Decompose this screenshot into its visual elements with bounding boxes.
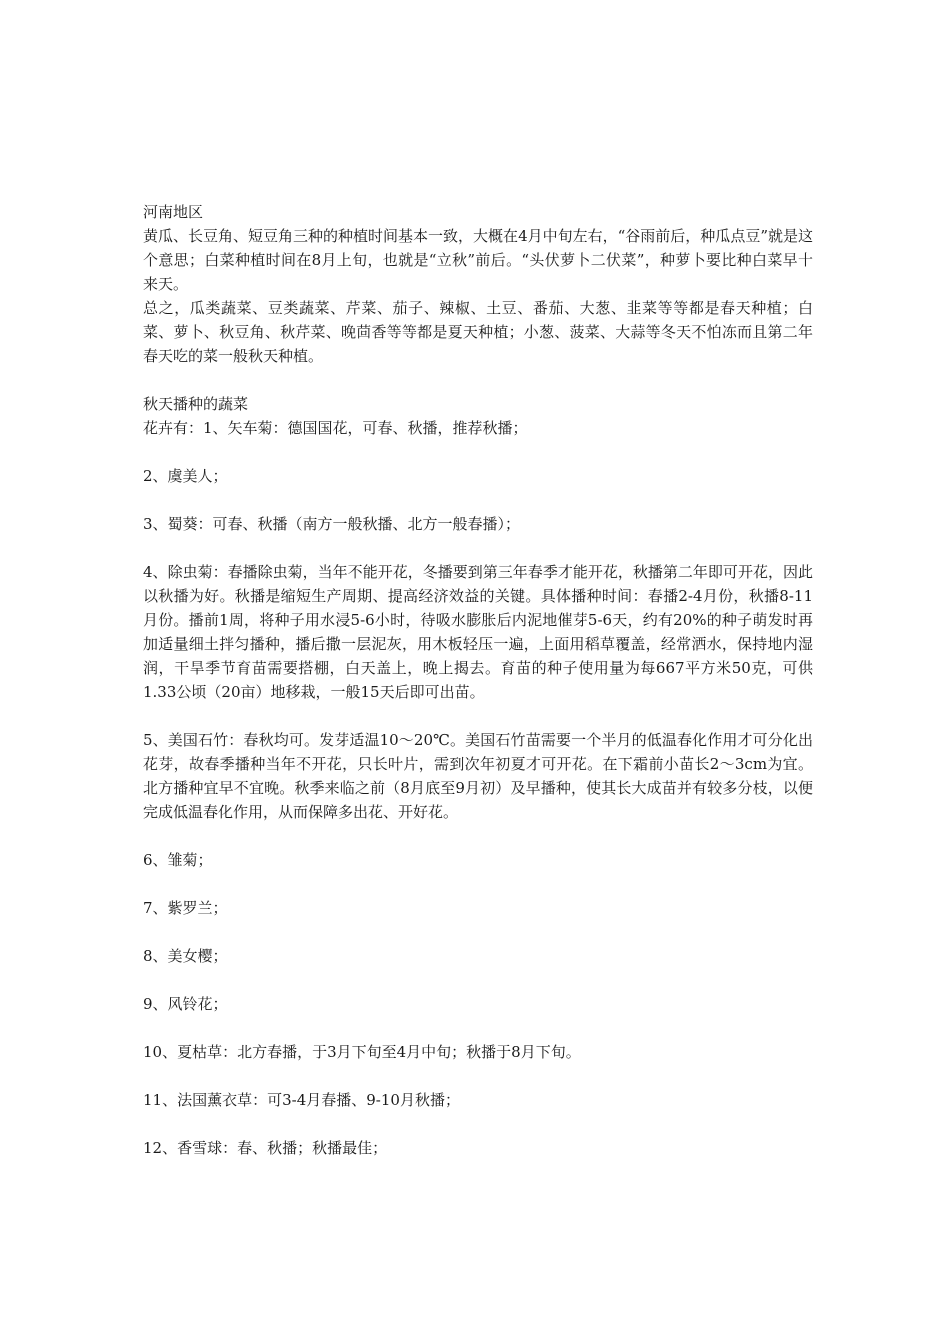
paragraph-summary: 总之，瓜类蔬菜、豆类蔬菜、芹菜、茄子、辣椒、土豆、番茄、大葱、韭菜等等都是春天种植；白菜、萝卜、秋豆角、秋芹菜、晚茴香等等都是夏天种植；小葱、菠菜、大蒜等冬天不怕冻而且第二年春天吃的菜一般秋天种植。 bbox=[143, 299, 813, 365]
spacer bbox=[143, 704, 813, 728]
spacer bbox=[143, 872, 813, 896]
spacer bbox=[143, 920, 813, 944]
spacer bbox=[143, 440, 813, 464]
spacer bbox=[143, 488, 813, 512]
list-item: 6、雏菊； bbox=[143, 851, 213, 869]
document-page bbox=[143, 200, 813, 1160]
spacer bbox=[143, 824, 813, 848]
list-item: 5、美国石竹：春秋均可。发芽适温10～20℃。美国石竹苗需要一个半月的低温春化作用才可分化出花芽，故春季播种当年不开花，只长叶片，需到次年初夏才可开花。在下霜前小苗长2～3cm为宜。北方播种宜早不宜晚。秋季来临之前（8月底至9月初）及早播种，使其长大成苗并有较多分枝，以便完成低温春化作用，从而保障多出花、开好花。 bbox=[143, 731, 813, 821]
section-title-henan: 河南地区 bbox=[143, 203, 204, 221]
spacer bbox=[143, 1064, 813, 1088]
flowers-intro: 花卉有：1、矢车菊：德国国花，可春、秋播，推荐秋播； bbox=[143, 419, 528, 437]
spacer bbox=[143, 968, 813, 992]
paragraph-planting-times: 黄瓜、长豆角、短豆角三种的种植时间基本一致，大概在4月中旬左右，“谷雨前后，种瓜点豆”就是这个意思；白菜种植时间在8月上旬，也就是“立秋”前后。“头伏萝卜二伏菜”，种萝卜要比种白菜早十来天。 bbox=[143, 227, 813, 293]
list-item: 9、风铃花； bbox=[143, 995, 228, 1013]
spacer bbox=[143, 1016, 813, 1040]
list-item: 2、虞美人； bbox=[143, 467, 228, 485]
list-item: 12、香雪球：春、秋播；秋播最佳； bbox=[143, 1139, 388, 1157]
list-item: 11、法国薰衣草：可3-4月春播、9-10月秋播； bbox=[143, 1091, 460, 1109]
spacer bbox=[143, 368, 813, 392]
list-item: 10、夏枯草：北方春播，于3月下旬至4月中旬；秋播于8月下旬。 bbox=[143, 1043, 581, 1061]
list-item: 3、蜀葵：可春、秋播（南方一般秋播、北方一般春播）； bbox=[143, 515, 521, 533]
list-item: 4、除虫菊：春播除虫菊，当年不能开花，冬播要到第三年春季才能开花，秋播第二年即可开花，因此以秋播为好。秋播是缩短生产周期、提高经济效益的关键。具体播种时间：春播2-4月份，秋播8-11月份。播前1周，将种子用水浸5-6小时，待吸水膨胀后内泥地催芽5-6天，约有20%的种子萌发时再加适量细土拌匀播种，播后撒一层泥灰，用木板轻压一遍，上面用稻草覆盖，经常洒水，保持地内湿润，干旱季节育苗需要搭棚，白天盖上，晚上揭去。育苗的种子使用量为每667平方米50克，可供1.33公顷（20亩）地移栽，一般15天后即可出苗。 bbox=[143, 563, 813, 701]
section-title-autumn-sowing: 秋天播种的蔬菜 bbox=[143, 395, 249, 413]
spacer bbox=[143, 536, 813, 560]
list-item: 8、美女樱； bbox=[143, 947, 228, 965]
list-item: 7、紫罗兰； bbox=[143, 899, 228, 917]
spacer bbox=[143, 1112, 813, 1136]
